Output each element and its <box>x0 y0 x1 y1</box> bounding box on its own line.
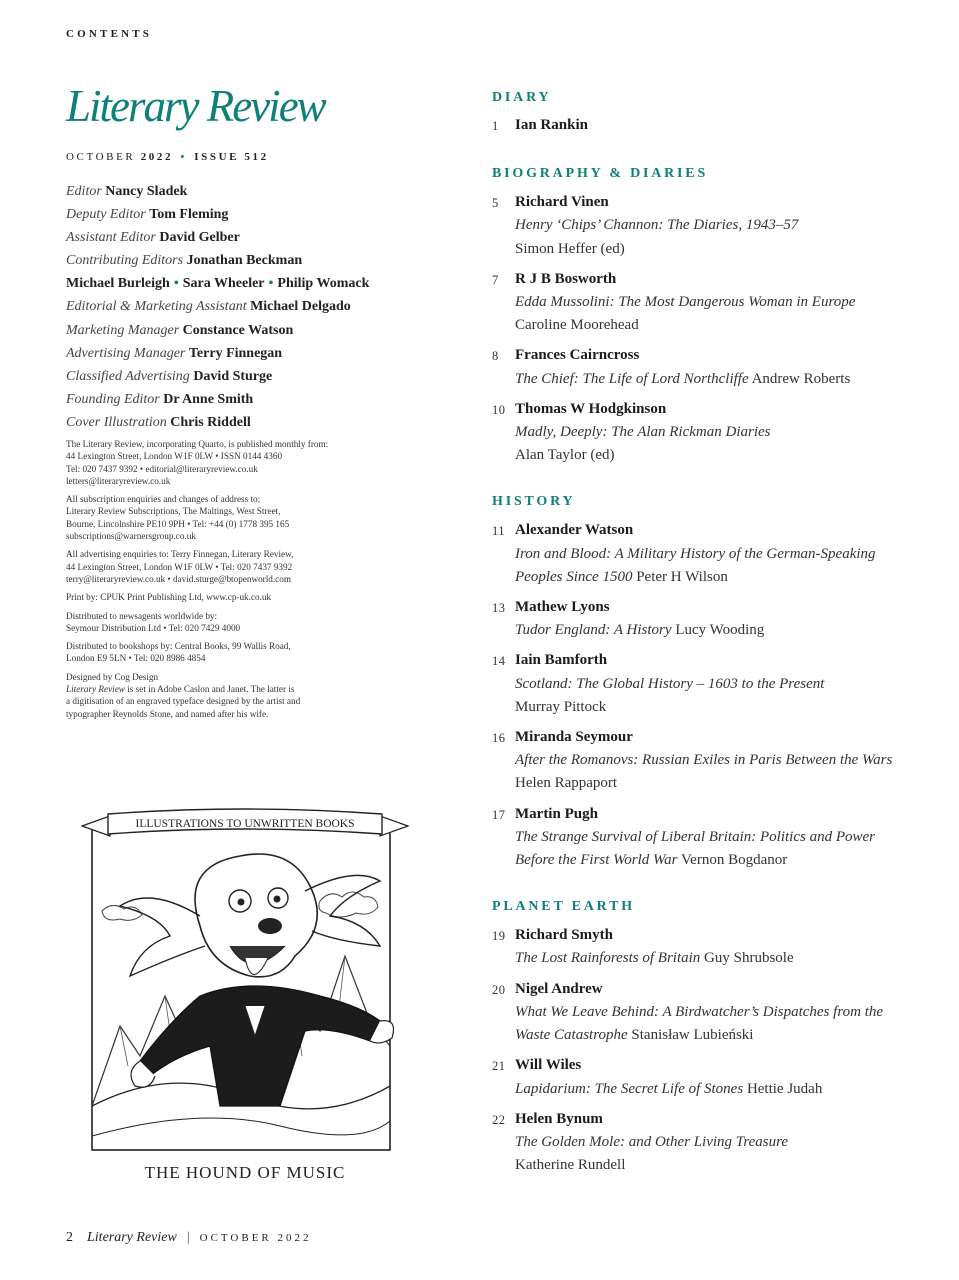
issue-number: ISSUE 512 <box>194 151 269 163</box>
book-author: Hettie Judah <box>746 1080 823 1097</box>
contents-entry[interactable] <box>492 268 912 338</box>
footer-separator: | <box>186 1230 190 1245</box>
reviewer-name: Ian Rankin <box>515 117 588 133</box>
staff-line: Classified Advertising David Sturge <box>66 368 273 384</box>
issue-year: 2022 <box>140 151 174 163</box>
contents-list <box>492 90 912 1177</box>
book-title: Edda Mussolini: The Most Dangerous Woman in Europe <box>515 294 856 311</box>
page-number: 22 <box>492 1112 506 1127</box>
reviewer-name: Alexander Watson <box>515 522 634 539</box>
book-title: After the Romanovs: Russian Exiles in Paris Between the Wars <box>515 752 893 769</box>
page-number: 11 <box>492 524 506 539</box>
book-title: Tudor England: A History <box>515 622 672 639</box>
contents-entry[interactable] <box>492 1108 912 1178</box>
masthead-title: Literary Review <box>66 81 325 131</box>
contents-entry[interactable] <box>492 1054 912 1100</box>
imprint-paragraph: The Literary Review, incorporating Quarto, is published monthly from: 44 Lexington Street, London W1F 0LW • ISSN 0144 4360 Tel: 020 7437 9392 • editorial@literaryreview.co.uk letters@literaryreview.co.uk <box>66 439 329 486</box>
imprint-paragraph: Print by: CPUK Print Publishing Ltd, www.cp-uk.co.uk <box>66 592 272 603</box>
page-number: 21 <box>492 1059 506 1074</box>
page-number: 5 <box>492 196 499 211</box>
staff-list <box>66 180 396 434</box>
staff-line: Cover Illustration Chris Riddell <box>66 414 251 430</box>
page-number: 14 <box>492 654 506 669</box>
imprint-paragraph: All subscription enquiries and changes of address to: Literary Review Subscriptions, The Maltings, West Street, Bourne, Lincolnshire PE10 9PH • Tel: +44 (0) 1778 395 165 subscriptions@warnersgroup.co.uk <box>66 494 290 542</box>
book-title: The Chief: The Life of Lord Northcliffe <box>515 370 749 387</box>
book-title: Scotland: The Global History – 1603 to the Present <box>515 675 825 692</box>
footer-date: OCTOBER 2022 <box>199 1232 312 1244</box>
staff-line: Founding Editor Dr Anne Smith <box>66 391 254 407</box>
contents-entry[interactable] <box>492 726 912 796</box>
staff-line: Marketing Manager Constance Watson <box>66 322 294 338</box>
page-number: 19 <box>492 929 506 944</box>
reviewer-name: Mathew Lyons <box>515 599 610 616</box>
section-heading-history: HISTORY <box>492 494 576 510</box>
staff-line: Deputy Editor Tom Fleming <box>66 207 229 223</box>
book-title: Henry ‘Chips’ Channon: The Diaries, 1943–57 <box>515 217 799 234</box>
contents-entry[interactable] <box>492 649 912 719</box>
book-title: The Lost Rainforests of Britain <box>515 950 701 967</box>
book-title: What We Leave Behind: A Birdwatcher’s Dispatches from the Waste Catastrophe <box>515 1003 884 1044</box>
contents-entry[interactable] <box>492 519 912 589</box>
book-author: Katherine Rundell <box>515 1157 626 1174</box>
reviewer-name: Martin Pugh <box>515 805 598 822</box>
page-number: 20 <box>492 982 506 997</box>
book-author: Stanisław Lubieński <box>631 1027 754 1044</box>
staff-line: Editorial & Marketing Assistant Michael Delgado <box>66 299 351 315</box>
separator-dot: • <box>180 151 187 163</box>
staff-line: Assistant Editor David Gelber <box>66 230 240 246</box>
imprint-block <box>66 438 386 726</box>
page-number: 8 <box>492 349 499 364</box>
imprint-paragraph: Distributed to bookshops by: Central Books, 99 Wallis Road, London E9 5LN • Tel: 020 8986 4854 <box>66 641 291 664</box>
book-title: Iron and Blood: A Military History of the German-Speaking Peoples Since 1500 <box>515 545 876 585</box>
book-author: Lucy Wooding <box>675 622 765 639</box>
book-title: Lapidarium: The Secret Life of Stones <box>515 1080 744 1097</box>
issue-line <box>66 151 269 163</box>
page-number: 16 <box>492 731 506 746</box>
contents-entry[interactable] <box>492 344 912 390</box>
design-credit: Designed by Cog Design Literary Review is set in Adobe Caslon and Janet. The latter is a digitisation of an engraved typeface designed by the artist and typographer Reynolds Stone, and named after his wife. <box>66 671 301 719</box>
staff-line: Editor Nancy Sladek <box>66 184 188 199</box>
imprint-paragraph: All advertising enquiries to: Terry Finnegan, Literary Review, 44 Lexington Street, London W1F 0LW • Tel: 020 7437 9392 terry@literaryreview.co.uk • david.sturge@btopenworld.com <box>66 549 294 584</box>
reviewer-name: Iain Bamforth <box>515 652 608 669</box>
contents-entry[interactable] <box>492 978 912 1048</box>
illustration-banner-text: ILLUSTRATIONS TO UNWRITTEN BOOKS <box>135 818 355 830</box>
reviewer-name: Richard Smyth <box>515 927 613 944</box>
contents-entry[interactable] <box>492 596 912 642</box>
staff-line: Michael Burleigh • Sara Wheeler • Philip Womack <box>66 276 370 292</box>
contents-entry[interactable] <box>492 398 912 468</box>
contents-entry[interactable] <box>492 924 912 970</box>
page-number: 7 <box>492 272 499 287</box>
footer-page-number: 2 <box>66 1230 73 1245</box>
reviewer-name: Nigel Andrew <box>515 980 603 997</box>
page-number: 13 <box>492 601 506 616</box>
staff-line: Contributing Editors Jonathan Beckman <box>66 253 303 269</box>
contents-entry[interactable] <box>492 803 912 873</box>
page-number: 10 <box>492 402 506 417</box>
book-title: The Golden Mole: and Other Living Treasure <box>515 1133 789 1150</box>
page-footer <box>66 1230 312 1246</box>
reviewer-name: Thomas W Hodgkinson <box>515 400 667 417</box>
book-author: Vernon Bogdanor <box>681 852 788 869</box>
book-title: Madly, Deeply: The Alan Rickman Diaries <box>515 424 771 441</box>
reviewer-name: Richard Vinen <box>515 194 609 211</box>
illustration-caption: THE HOUND OF MUSIC <box>144 1163 346 1182</box>
book-author: Helen Rappaport <box>515 775 618 792</box>
reviewer-name: Will Wiles <box>515 1057 582 1074</box>
contents-entry[interactable] <box>492 191 912 261</box>
book-author: Alan Taylor (ed) <box>515 447 615 464</box>
book-title: The Strange Survival of Liberal Britain: Politics and Power Before the First World War <box>515 828 875 869</box>
issue-month: OCTOBER <box>66 151 136 163</box>
section-heading-planet-earth: PLANET EARTH <box>492 899 635 915</box>
reviewer-name: R J B Bosworth <box>515 270 617 287</box>
book-author: Andrew Roberts <box>751 370 851 387</box>
book-author: Murray Pittock <box>515 698 607 715</box>
book-author: Guy Shrubsole <box>704 950 794 967</box>
imprint-paragraph: Distributed to newsagents worldwide by: Seymour Distribution Ltd • Tel: 020 7429 4000 <box>66 610 241 633</box>
reviewer-name: Helen Bynum <box>515 1110 603 1127</box>
reviewer-name: Frances Cairncross <box>515 347 640 364</box>
contents-entry[interactable] <box>492 114 912 137</box>
cover-illustration <box>80 806 410 1186</box>
book-author: Simon Heffer (ed) <box>515 240 625 257</box>
book-author: Caroline Moorehead <box>515 317 639 334</box>
page-number: 17 <box>492 807 506 822</box>
footer-magazine-name: Literary Review <box>87 1230 177 1245</box>
section-heading-diary: DIARY <box>492 90 552 105</box>
page-number: 1 <box>492 119 499 133</box>
contents-label: CONTENTS <box>66 28 153 40</box>
staff-line: Advertising Manager Terry Finnegan <box>66 345 283 361</box>
reviewer-name: Miranda Seymour <box>515 729 633 746</box>
book-author: Peter H Wilson <box>636 568 728 585</box>
section-heading-biography: BIOGRAPHY & DIARIES <box>492 166 709 182</box>
